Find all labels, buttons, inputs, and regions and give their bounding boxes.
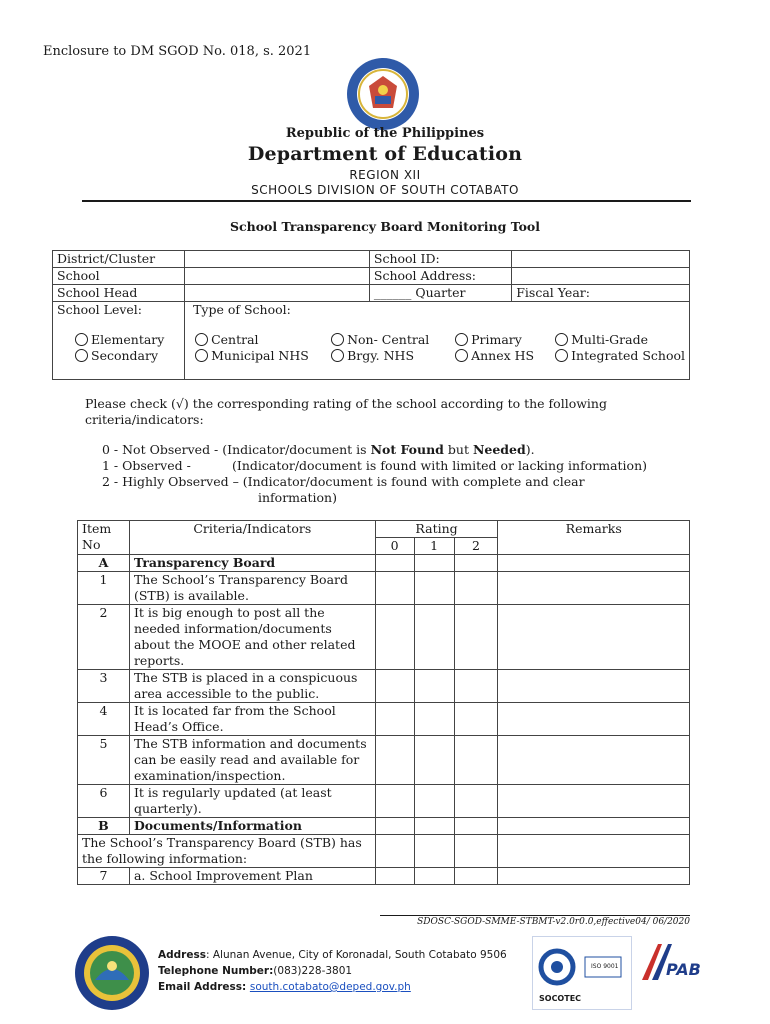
municipal-nhs-radio[interactable] [195,349,208,362]
table-row [78,703,690,736]
multi-grade-radio[interactable] [555,333,568,346]
deped-seal-icon [345,56,421,132]
rating-1-header: 1 [414,538,454,555]
section-b-note: The School’s Transparency Board (STB) has the following information: [78,835,376,868]
rating-legend [102,442,702,506]
school-label: School [53,268,185,285]
integrated-school-radio[interactable] [555,349,568,362]
secondary-radio[interactable] [75,349,88,362]
rating-cell[interactable] [375,572,414,605]
brgy-nhs-label: Brgy. NHS [347,348,415,363]
item-no: 6 [78,785,130,818]
division-heading: SCHOOLS DIVISION OF SOUTH COTABATO [251,183,519,197]
item-text: It is regularly updated (at least quarterly). [129,785,375,818]
rating-cell[interactable] [375,818,414,835]
table-row [78,736,690,785]
item-text: It is big enough to post all the needed information/documents about the MOOE and other related reports. [129,605,375,670]
non-central-radio[interactable] [331,333,344,346]
school-id-label: School ID: [369,251,511,268]
pab-label: PAB [666,960,701,979]
head-label: School Head [53,285,185,302]
annex-hs-label: Annex HS [471,348,535,363]
remarks-cell[interactable] [498,818,690,835]
rating-cell[interactable] [454,736,498,785]
socotec-certification-logo [532,936,632,1010]
document-code: SDOSC-SGOD-SMME-STBMT-v2.0r0.0,effective04/ 06/2020 [380,915,690,927]
school-info-table [52,250,690,380]
remarks-cell[interactable] [498,835,690,868]
section-b-title: Documents/Information [129,818,375,835]
school-type-label: Type of School: [193,302,291,317]
school-level-cell [53,302,185,380]
quarter-field[interactable]: ______ Quarter [369,285,511,302]
rating-cell[interactable] [454,555,498,572]
fiscal-year-label: Fiscal Year: [512,285,690,302]
rating-cell[interactable] [454,605,498,670]
secondary-label: Secondary [91,348,159,363]
rating-cell[interactable] [454,572,498,605]
rating-cell[interactable] [414,703,454,736]
table-row [78,605,690,670]
item-no: 1 [78,572,130,605]
rating-2-header: 2 [454,538,498,555]
footer-phone: Telephone Number:(083)228-3801 [158,965,353,977]
remarks-cell[interactable] [498,736,690,785]
item-no: 7 [78,868,130,885]
brgy-nhs-radio[interactable] [331,349,344,362]
item-text: The STB is placed in a conspicuous area accessible to the public. [129,670,375,703]
email-link[interactable]: south.cotabato@deped.gov.ph [249,981,411,993]
address-label: School Address: [369,268,511,285]
republic-heading: Republic of the Philippines [285,126,485,141]
socotec-label: SOCOTEC [539,994,582,1003]
table-row [78,670,690,703]
rating-cell[interactable] [454,835,498,868]
primary-radio[interactable] [455,333,468,346]
school-id-field[interactable] [512,251,690,268]
school-field[interactable] [185,268,370,285]
rating-cell[interactable] [375,785,414,818]
rating-cell[interactable] [414,572,454,605]
rating-cell[interactable] [375,703,414,736]
enclosure-reference: Enclosure to DM SGOD No. 018, s. 2021 [43,44,312,59]
remarks-cell[interactable] [498,868,690,885]
integrated-school-label: Integrated School [571,348,685,363]
item-no: 3 [78,670,130,703]
rating-cell[interactable] [414,605,454,670]
rating-cell[interactable] [454,818,498,835]
remarks-cell[interactable] [498,572,690,605]
rating-cell[interactable] [375,736,414,785]
footer-email: Email Address: south.cotabato@deped.gov.ph [158,981,411,993]
section-a-letter: A [78,555,130,572]
table-row [78,868,690,885]
rating-cell[interactable] [414,670,454,703]
item-text: a. School Improvement Plan [129,868,375,885]
remarks-cell[interactable] [498,703,690,736]
rating-header: Rating [375,521,498,538]
central-radio[interactable] [195,333,208,346]
remarks-cell[interactable] [498,670,690,703]
item-no: 2 [78,605,130,670]
division-logo-icon [73,934,151,1012]
pab-accreditation-logo [636,936,701,1008]
rating-cell[interactable] [375,835,414,868]
item-no: 4 [78,703,130,736]
item-text: The School’s Transparency Board (STB) is available. [129,572,375,605]
department-heading: Department of Education [247,143,523,165]
region-heading: REGION XII [349,168,421,182]
legend-1: 1 - Observed - (Indicator/document is found with limited or lacking information) [102,458,648,473]
legend-0: 0 - Not Observed - (Indicator/document is Not Found but Needed). [102,442,535,457]
rating-cell[interactable] [414,785,454,818]
form-title: School Transparency Board Monitoring Tool [229,219,540,234]
rating-cell[interactable] [375,670,414,703]
rating-cell[interactable] [375,605,414,670]
rating-0-header: 0 [375,538,414,555]
rating-cell[interactable] [414,555,454,572]
item-no: 5 [78,736,130,785]
rating-cell[interactable] [375,555,414,572]
rating-cell[interactable] [414,818,454,835]
rating-cell[interactable] [375,868,414,885]
footer-contact [158,947,507,995]
rating-cell[interactable] [414,736,454,785]
municipal-nhs-label: Municipal NHS [211,348,309,363]
rating-cell[interactable] [414,835,454,868]
annex-hs-radio[interactable] [455,349,468,362]
criteria-header: Criteria/Indicators [129,521,375,555]
non-central-label: Non- Central [347,332,430,347]
elementary-label: Elementary [91,332,165,347]
iso-label: ISO 9001 [591,963,619,970]
rating-cell[interactable] [454,670,498,703]
item-no-header: Item No [78,521,130,555]
school-level-label: School Level: [57,302,143,317]
rating-cell[interactable] [454,868,498,885]
instructions-text: Please check (√) the corresponding rating of the school according to the following criteria/indicators: [85,396,607,427]
criteria-table [77,520,690,885]
head-field[interactable] [185,285,370,302]
remarks-header: Remarks [498,521,690,555]
item-text: It is located far from the School Head’s Office. [129,703,375,736]
multi-grade-label: Multi-Grade [571,332,648,347]
school-type-cell [185,302,690,380]
district-field[interactable] [185,251,370,268]
central-label: Central [211,332,259,347]
district-label: District/Cluster [53,251,185,268]
remarks-cell[interactable] [498,605,690,670]
section-b-letter: B [78,818,130,835]
item-text: The STB information and documents can be easily read and available for examination/inspection. [129,736,375,785]
section-a-title: Transparency Board [129,555,375,572]
primary-label: Primary [471,332,522,347]
legend-2: 2 - Highly Observed – (Indicator/document is found with complete and clear [102,474,585,489]
table-row [78,572,690,605]
table-row [78,785,690,818]
rating-cell[interactable] [414,868,454,885]
remarks-cell[interactable] [498,785,690,818]
legend-2-cont: information) [258,490,337,505]
address-field[interactable] [512,268,690,285]
rating-cell[interactable] [454,785,498,818]
elementary-radio[interactable] [75,333,88,346]
header-divider [82,200,691,202]
rating-cell[interactable] [454,703,498,736]
remarks-cell[interactable] [498,555,690,572]
footer-address: Address: Alunan Avenue, City of Koronadal, South Cotabato 9506 [158,949,507,961]
